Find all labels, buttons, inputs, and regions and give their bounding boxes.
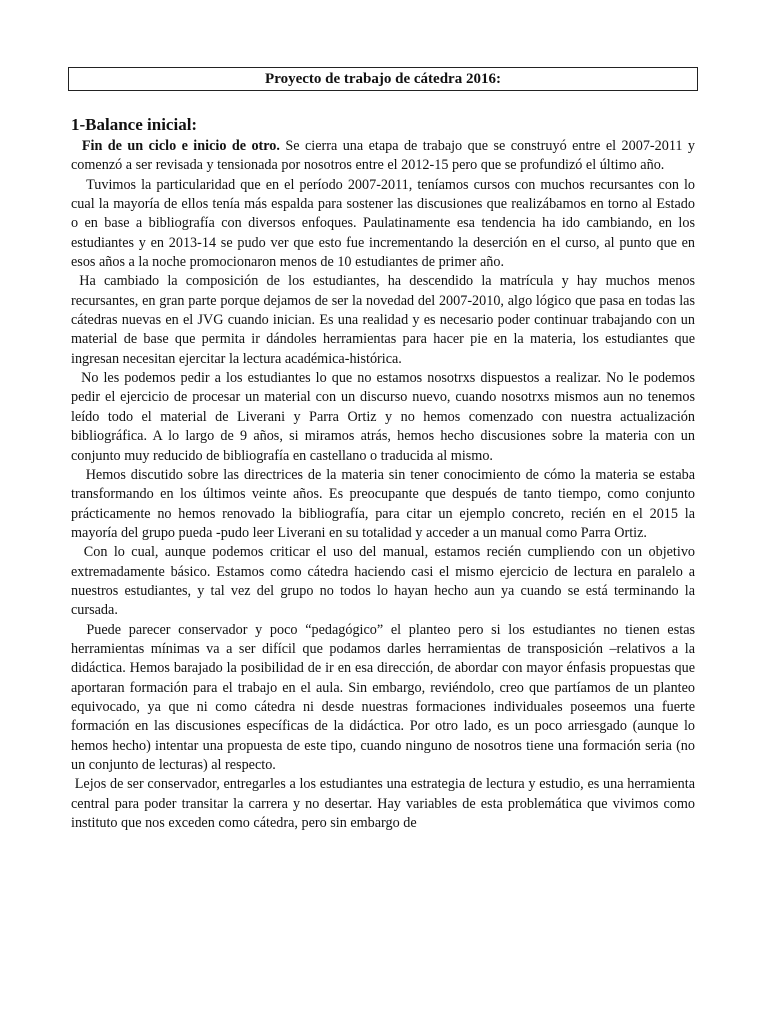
paragraph-lead: Fin de un ciclo e inicio de otro. — [81, 138, 280, 154]
document-title: Proyecto de trabajo de cátedra 2016: — [68, 67, 698, 91]
paragraph-text: Tuvimos la particularidad que en el período 2007-2011, teníamos cursos con muchos recursantes con lo cual la mayoría de ellos tenía más espalda para sostener las discusiones que realizábamos en torno al Estado o en base a bibliografía con diversos enfoques. Paulatinamente esa tendencia ha ido cambiando, en los estudiantes y en 2013-14 se pudo ver que esto fue incrementando la deserción en el curso, al punto que en esos años a la noche promocionaron menos de 10 estudiantes de primer año. — [71, 176, 695, 271]
paragraph-text: Lejos de ser conservador, entregarles a los estudiantes una estrategia de lectura y estudio, es una herramienta central para poder transitar la carrera y no desertar. Hay variables de esta problemática que vivimos como instituto que nos exceden como cátedra, pero sin embargo de — [71, 776, 695, 832]
paragraph-text: Se cierra una etapa de trabajo que se construyó entre el 2007-2011 y comenzó a ser revisada y tensionada por nosotros entre el 2012-15 pero que se profundizó el último año. — [71, 138, 695, 174]
paragraph — [71, 775, 695, 833]
paragraph-text: Puede parecer conservador y poco “pedagógico” el planteo pero si los estudiantes no tienen estas herramientas mínimas va a ser difícil que podamos darles herramientas de transposición –relativos a la didáctica. Hemos barajado la posibilidad de ir en esa dirección, de abordar con mayor énfasis propuestas que aportaran formación para el trabajo en el aula. Sin embargo, reviéndolo, creo que partíamos de un planteo equivocado, ya que ni como cátedra ni desde nuestras formaciones individuales poseemos una fuerte formación en las discusiones específicas de la didáctica. Por otro lado, es un poco arriesgado (aunque lo hemos hecho) intentar una propuesta de este tipo, cuando ninguno de nosotros tiene una formación seria (no un conjunto de lecturas) al respecto. — [71, 621, 696, 773]
paragraph — [71, 369, 695, 466]
paragraph — [71, 272, 695, 369]
paragraph — [71, 137, 695, 176]
paragraph-text: Ha cambiado la composición de los estudiantes, ha descendido la matrícula y hay muchos menos recursantes, en gran parte porque dejamos de ser la novedad del 2007-2010, algo lógico que pasa en todas las cátedras nuevas en el JVG cuando inician. Es una realidad y es necesario poder continuar trabajando con un material de base que permita ir dándoles herramientas para hacer pie en la materia, los estudiantes que ingresan necesitan ejercitar la lectura académica-histórica. — [71, 273, 695, 367]
paragraph — [71, 543, 695, 620]
paragraph-text: No les podemos pedir a los estudiantes lo que no estamos nosotrxs dispuestos a realizar. No le podemos pedir el ejercicio de procesar un material con un discurso nuevo, cuando nosotrxs mismos aun no tenemos leído todo el material de Liverani y Parra Ortiz y no hemos comenzado con nuestra actualización bibliográfica. A lo largo de 9 años, si miramos atrás, hemos hecho discusiones sobre la materia con un conjunto muy reducido de bibliografía en castellano o traducida al mismo. — [71, 370, 696, 464]
paragraph-text: Hemos discutido sobre las directrices de la materia sin tener conocimiento de cómo la materia se estaba transformando en los últimos veinte años. Es preocupante que después de tanto tiempo, como conjunto prácticamente no hemos renovado la bibliografía, para citar un ejemplo concreto, recién en el 2015 la mayoría del grupo pueda -pudo leer Liverani en su totalidad y acceder a un manual como Parra Ortiz. — [71, 466, 696, 541]
document-body — [71, 137, 695, 833]
paragraph — [71, 176, 695, 273]
paragraph — [71, 466, 695, 543]
paragraph — [71, 621, 695, 776]
section-heading: 1-Balance inicial: — [71, 115, 198, 134]
paragraph-text: Con lo cual, aunque podemos criticar el uso del manual, estamos recién cumpliendo con un objetivo extremadamente básico. Estamos como cátedra haciendo casi el mismo ejercicio de lectura en paralelo a nuestros estudiantes, y tal vez del grupo no todos lo hayan hecho aun ya cuando se está terminando la cursada. — [71, 544, 696, 619]
